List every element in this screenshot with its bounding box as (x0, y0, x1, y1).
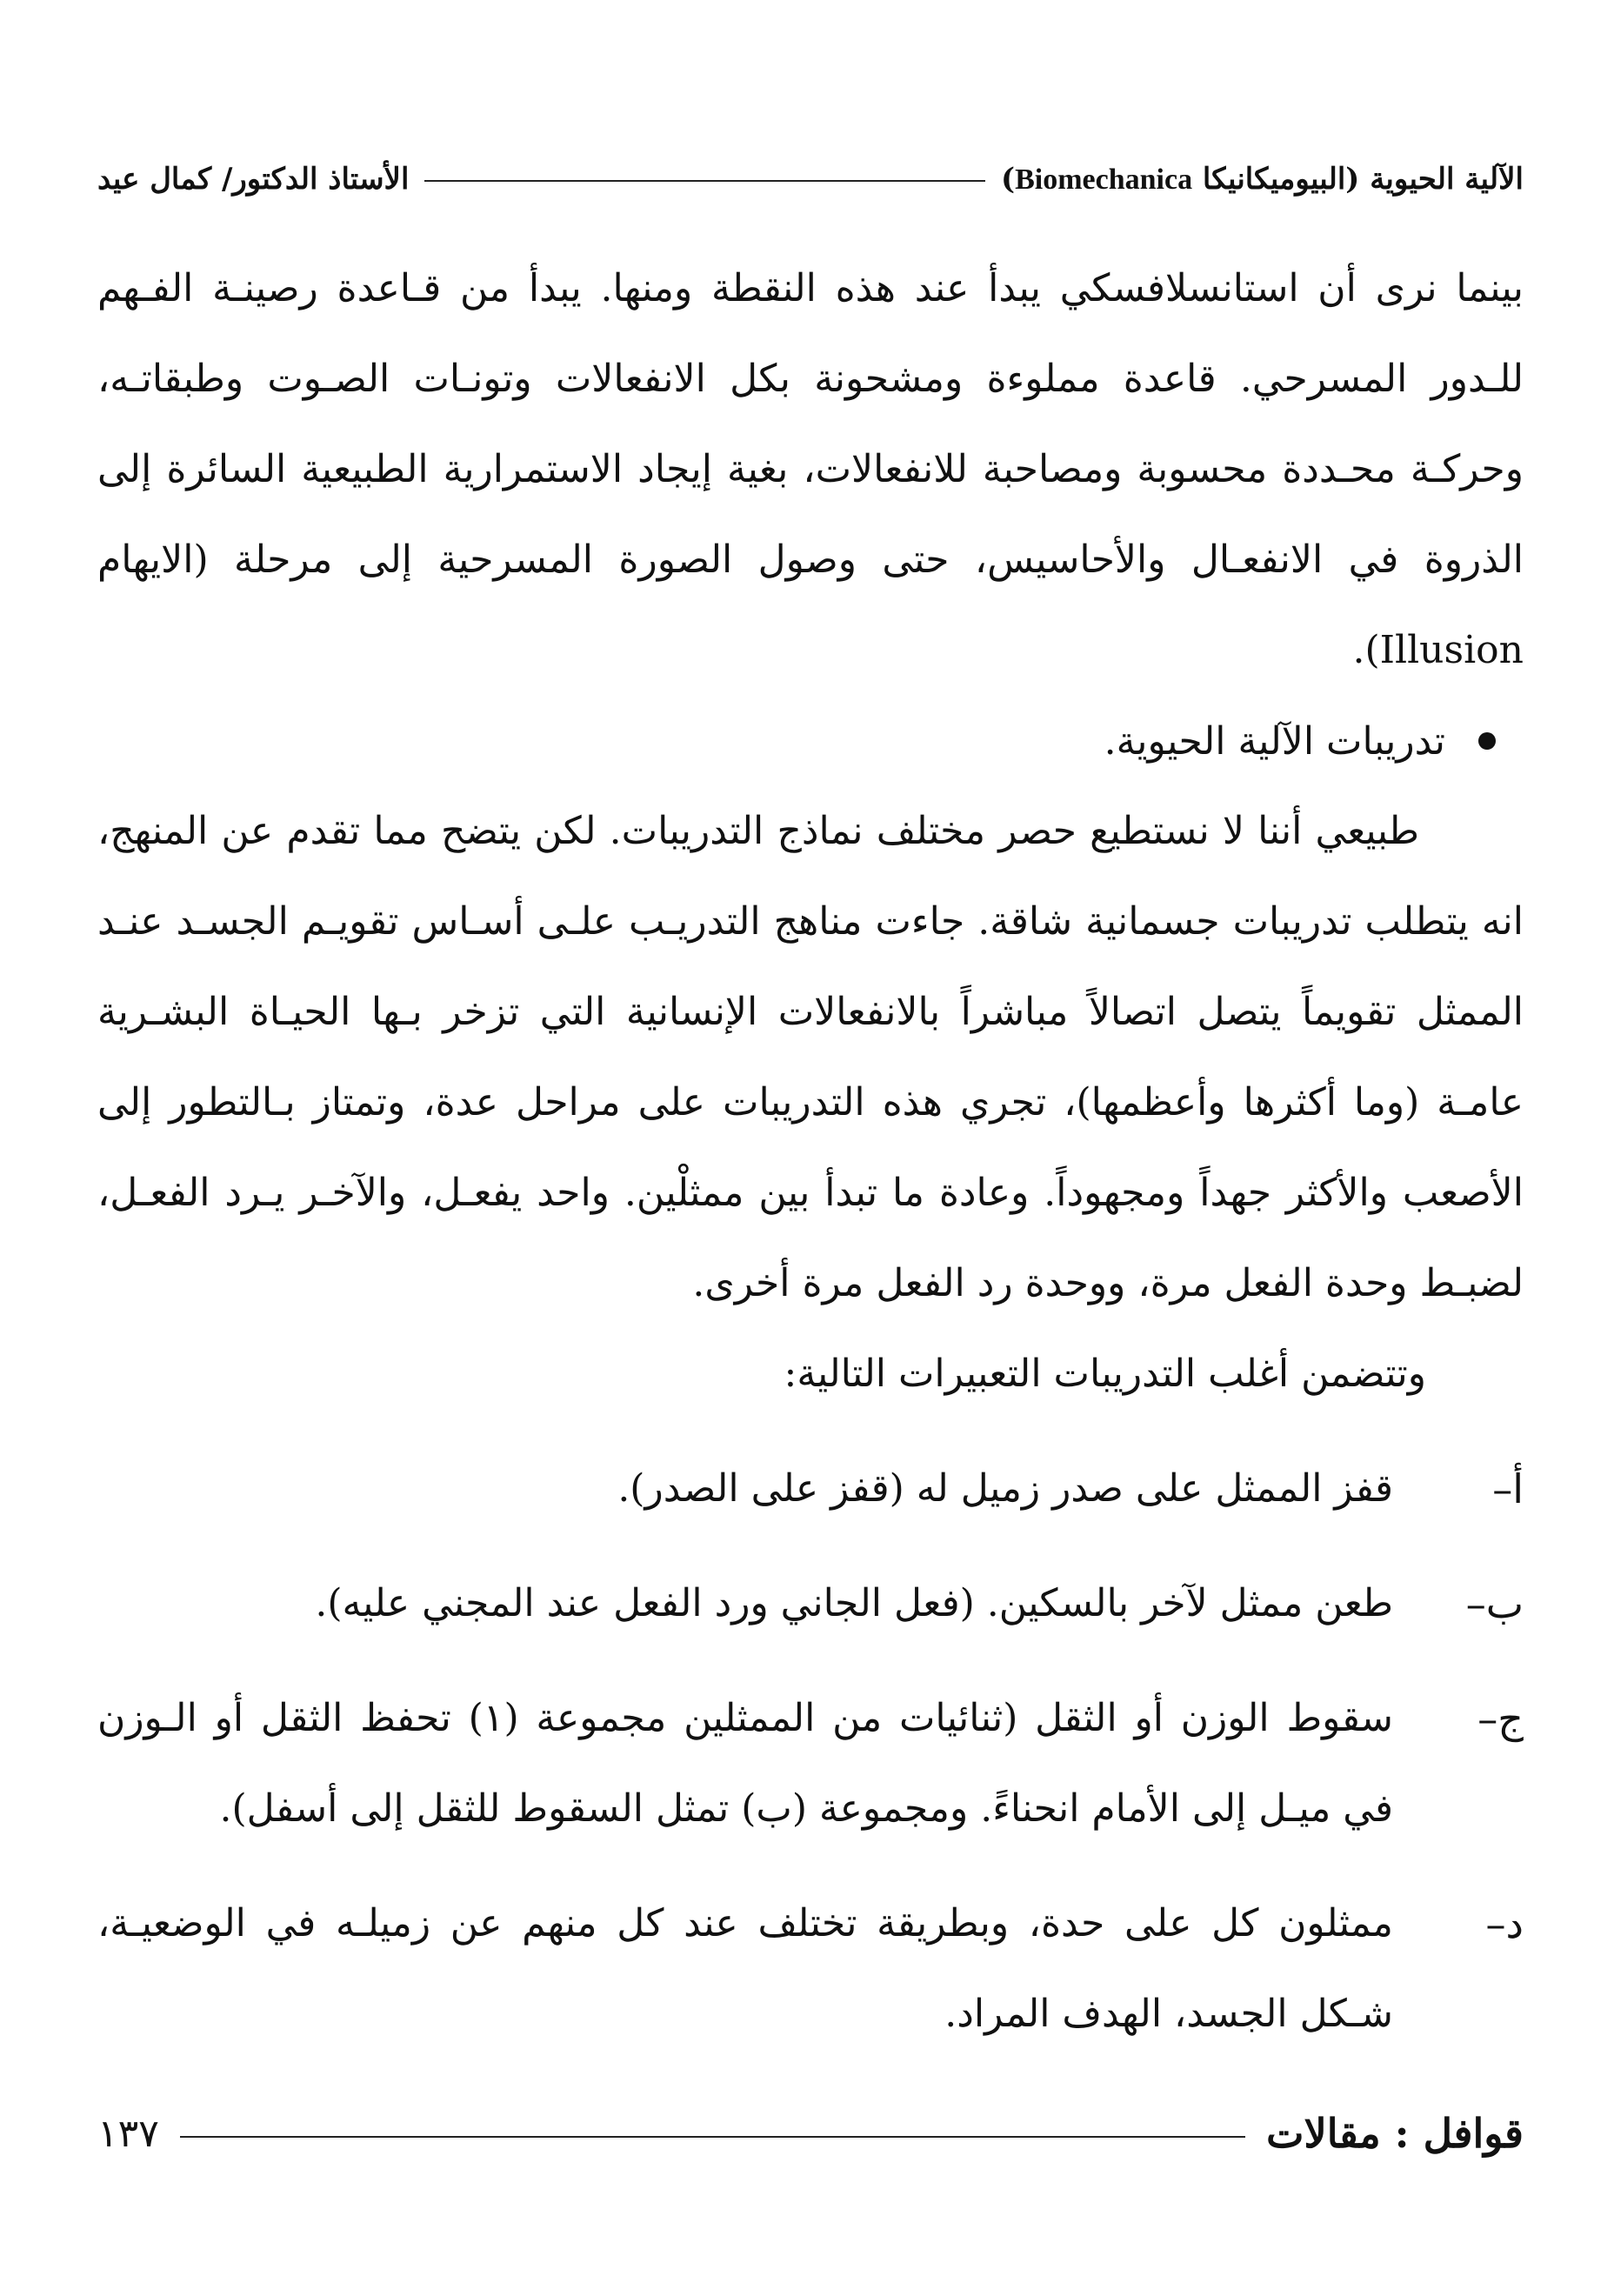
footer-rule (180, 2136, 1245, 2138)
list-item-c (97, 1673, 1524, 1854)
list-text-d: ممثلون كل على حدة، وبطريقة تختلف عند كل منهم عن زميلـه في الوضعيـة، شـكل الجسد، الهدف المراد. (97, 1901, 1393, 2036)
header-title-arabic: الآلية الحيوية (البيوميكانيكا (1202, 162, 1524, 197)
section-heading-bullet (97, 696, 1524, 786)
list-item-b (97, 1558, 1524, 1649)
header-title-latin: Biomechanica (1015, 164, 1193, 196)
footer-journal-title: قوافل : مقالات (1266, 2110, 1524, 2157)
list-marker-c: ج– (1477, 1695, 1524, 1742)
paragraph-1: بينما نرى أن استانسلافسكي يبدأ عند هذه النقطة ومنها. يبدأ من قـاعدة رصينـة الفـهم للـدور المسرحي. قاعدة مملوءة ومشحونة بكل الانفعالات وتونـات الصـوت وطبقاتـه، وحركـة محـددة محسوبة ومصاحبة للانفعالات، بغية إيجاد الاستمرارية الطبيعية السائرة إلى الذروة في الانفعـال والأحاسيس، حتى وصول الصورة المسرحية إلى مرحلة (الايهام Illusion). (97, 266, 1524, 672)
section-heading-text: تدريبات الآلية الحيوية. (1104, 718, 1445, 764)
header-rule (424, 180, 985, 182)
list-text-c: سقوط الوزن أو الثقل (ثنائيات من الممثلين مجموعة (١) تحفظ الثقل أو الـوزن في ميـل إلى الأمام انحناءً. ومجموعة (ب) تمثل السقوط للثقل إلى أسفل). (97, 1696, 1393, 1831)
header-title-paren: ) (1001, 162, 1016, 197)
page-number: ١٣٧ (97, 2111, 159, 2156)
list-marker-d: د– (1485, 1900, 1524, 1947)
list-text-a: قفز الممثل على صدر زميل له (قفز على الصدر). (617, 1466, 1393, 1511)
paragraph-2: طبيعي أننا لا نستطيع حصر مختلف نماذج التدريبات. لكن يتضح مما تقدم عن المنهج، انه يتطلب تدريبات جسمانية شاقة. جاءت مناهج التدريـب علـى أسـاس تقويـم الجسـد عنـد الممثل تقويماً يتصل اتصالاً مباشراً بالانفعالات الإنسانية التي تزخر بـها الحيـاة البشـرية عامـة (وما أكثرها وأعظمها)، تجري هذه التدريبات على مراحل عدة، وتمتاز بـالتطور إلى الأصعب والأكثر جهداً ومجهوداً. وعادة ما تبدأ بين ممثلْين. واحد يفعـل، والآخـر يـرد الفعـل، لضبـط وحدة الفعل مرة، ووحدة رد الفعل مرة أخرى. (97, 809, 1524, 1305)
list-item-d (97, 1879, 1524, 2059)
header-author: الأستاذ الدكتور/ كمال عيد (97, 162, 410, 197)
bullet-icon (1478, 732, 1496, 750)
list-text-b: طعن ممثل لآخر بالسكين. (فعل الجاني ورد الفعل عند المجني عليه). (315, 1581, 1393, 1625)
list-marker-a: أ– (1492, 1465, 1524, 1512)
list-marker-b: ب– (1465, 1580, 1524, 1627)
page-footer (97, 2103, 1524, 2164)
list-item-a (97, 1444, 1524, 1534)
running-header (97, 153, 1524, 205)
list-intro: وتتضمن أغلب التدريبات التعبيرات التالية: (784, 1352, 1426, 1396)
header-book-title (1001, 162, 1524, 197)
article-body (97, 244, 1524, 2059)
